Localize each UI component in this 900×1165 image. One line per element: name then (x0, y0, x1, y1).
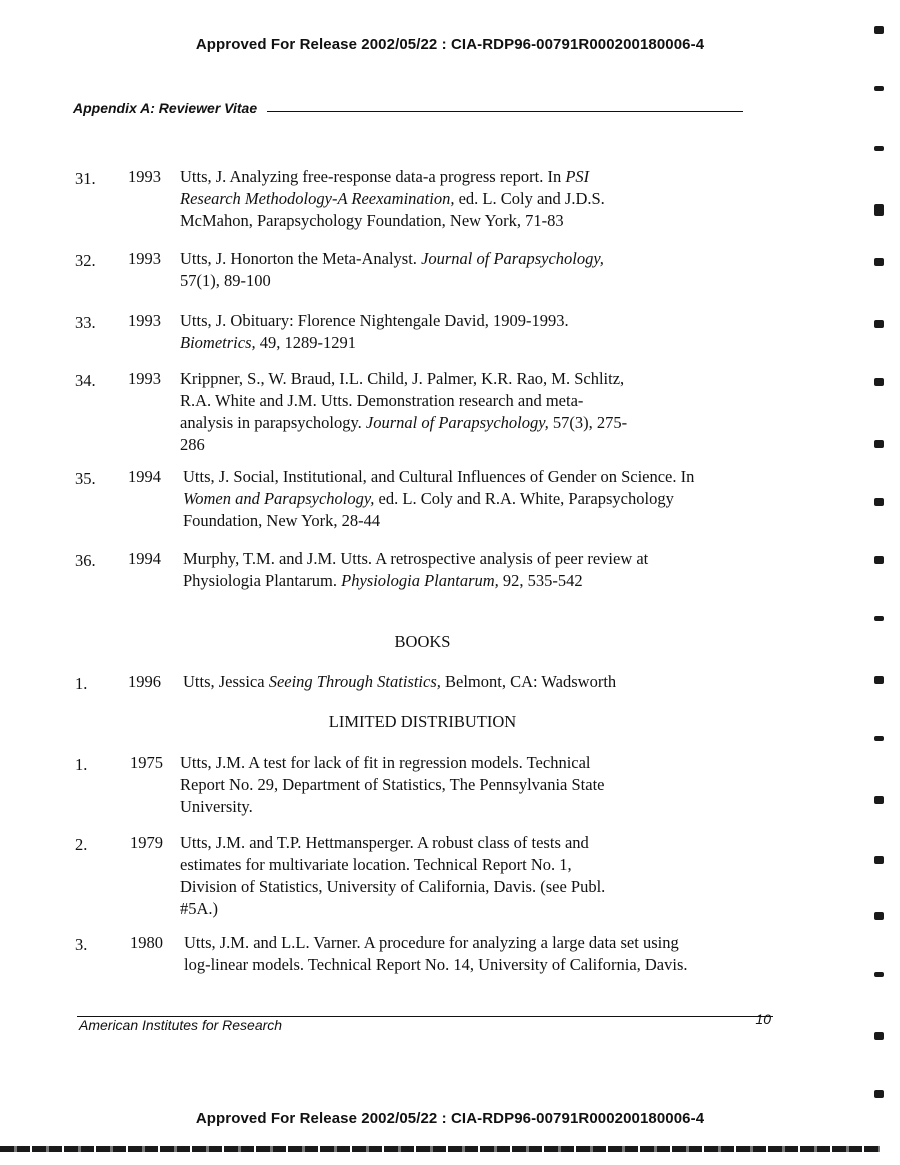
entry-year: 1980 (130, 933, 163, 952)
entry-year: 1993 (128, 167, 161, 186)
scan-mark (874, 856, 884, 864)
entry-year: 1996 (128, 672, 161, 691)
entry-number: 33. (75, 313, 96, 332)
entry-text: Utts, J. Analyzing free-response data-a progress report. In PSI Research Methodology-A Reexamination, ed. L. Coly and J.D.S. McMahon, Parapsychology Foundation, New York, 71-83 (180, 167, 605, 230)
limited-distribution-heading: LIMITED DISTRIBUTION (328, 712, 517, 731)
scan-mark (874, 676, 884, 684)
entry-number: 1. (75, 674, 88, 693)
entry-text: Utts, J. Honorton the Meta-Analyst. Journal of Parapsychology, 57(1), 89-100 (180, 249, 604, 290)
entry-number: 36. (75, 551, 96, 570)
entry-text: Krippner, S., W. Braud, I.L. Child, J. Palmer, K.R. Rao, M. Schlitz, R.A. White and J.M. Utts. Demonstration research and meta- analysis in parapsychology. Journal of Parapsychology, 57(3), 275- 286 (180, 369, 628, 454)
scan-mark (874, 1032, 884, 1040)
section-header (73, 100, 743, 116)
scan-mark (874, 204, 884, 216)
entry-number: 3. (75, 935, 88, 954)
entry-text: Utts, J. Obituary: Florence Nightengale David, 1909-1993. Biometrics, 49, 1289-1291 (180, 311, 569, 352)
scan-mark (874, 556, 884, 564)
scan-mark (874, 320, 884, 328)
header-rule (267, 111, 743, 112)
scan-mark (874, 26, 884, 34)
entry-number: 31. (75, 169, 96, 188)
scan-mark (874, 86, 884, 91)
entry-text: Utts, J. Social, Institutional, and Cultural Influences of Gender on Science. In Women and Parapsychology, ed. L. Coly and R.A. White, Parapsychology Foundation, New York, 28-44 (183, 467, 695, 530)
books-heading: BOOKS (394, 632, 451, 651)
scan-mark (874, 440, 884, 448)
scan-mark (874, 258, 884, 266)
entry-text: Utts, J.M. and T.P. Hettmansperger. A robust class of tests and estimates for multivariate location. Technical Report No. 1, Division of Statistics, University of California, Davis. (see Publ. #5A.) (180, 833, 606, 918)
entry-text: Utts, J.M. A test for lack of fit in regression models. Technical Report No. 29, Department of Statistics, The Pennsylvania State University. (180, 753, 605, 816)
entry-number: 2. (75, 835, 88, 854)
entry-year: 1994 (128, 467, 161, 486)
entry-text: Utts, J.M. and L.L. Varner. A procedure for analyzing a large data set using log-linear models. Technical Report No. 14, University of California, Davis. (184, 933, 688, 974)
scan-mark (874, 146, 884, 151)
scan-mark (874, 912, 884, 920)
scan-mark (874, 498, 884, 506)
entry-year: 1993 (128, 369, 161, 388)
release-stamp-top: Approved For Release 2002/05/22 : CIA-RDP96-00791R000200180006-4 (195, 36, 705, 53)
entry-number: 1. (75, 755, 88, 774)
entry-year: 1994 (128, 549, 161, 568)
entry-number: 32. (75, 251, 96, 270)
scan-strip (0, 1146, 880, 1152)
scan-mark (874, 796, 884, 804)
entry-year: 1993 (128, 311, 161, 330)
scan-mark (874, 972, 884, 977)
scan-mark (874, 1090, 884, 1098)
entry-number: 35. (75, 469, 96, 488)
page-footer (77, 1011, 773, 1033)
entry-year: 1975 (130, 753, 163, 772)
page-number: 10 (755, 1011, 771, 1027)
entry-text: Utts, Jessica Seeing Through Statistics, Belmont, CA: Wadsworth (183, 672, 617, 691)
entry-year: 1993 (128, 249, 161, 268)
scan-mark (874, 736, 884, 741)
entry-year: 1979 (130, 833, 163, 852)
entry-number: 34. (75, 371, 96, 390)
footer-org: American Institutes for Research (79, 1017, 283, 1033)
header-title: Appendix A: Reviewer Vitae (73, 100, 258, 116)
release-stamp-bottom: Approved For Release 2002/05/22 : CIA-RDP96-00791R000200180006-4 (195, 1110, 705, 1127)
scan-mark (874, 378, 884, 386)
scan-mark (874, 616, 884, 621)
entry-text: Murphy, T.M. and J.M. Utts. A retrospective analysis of peer review at Physiologia Plantarum. Physiologia Plantarum, 92, 535-542 (183, 549, 649, 590)
